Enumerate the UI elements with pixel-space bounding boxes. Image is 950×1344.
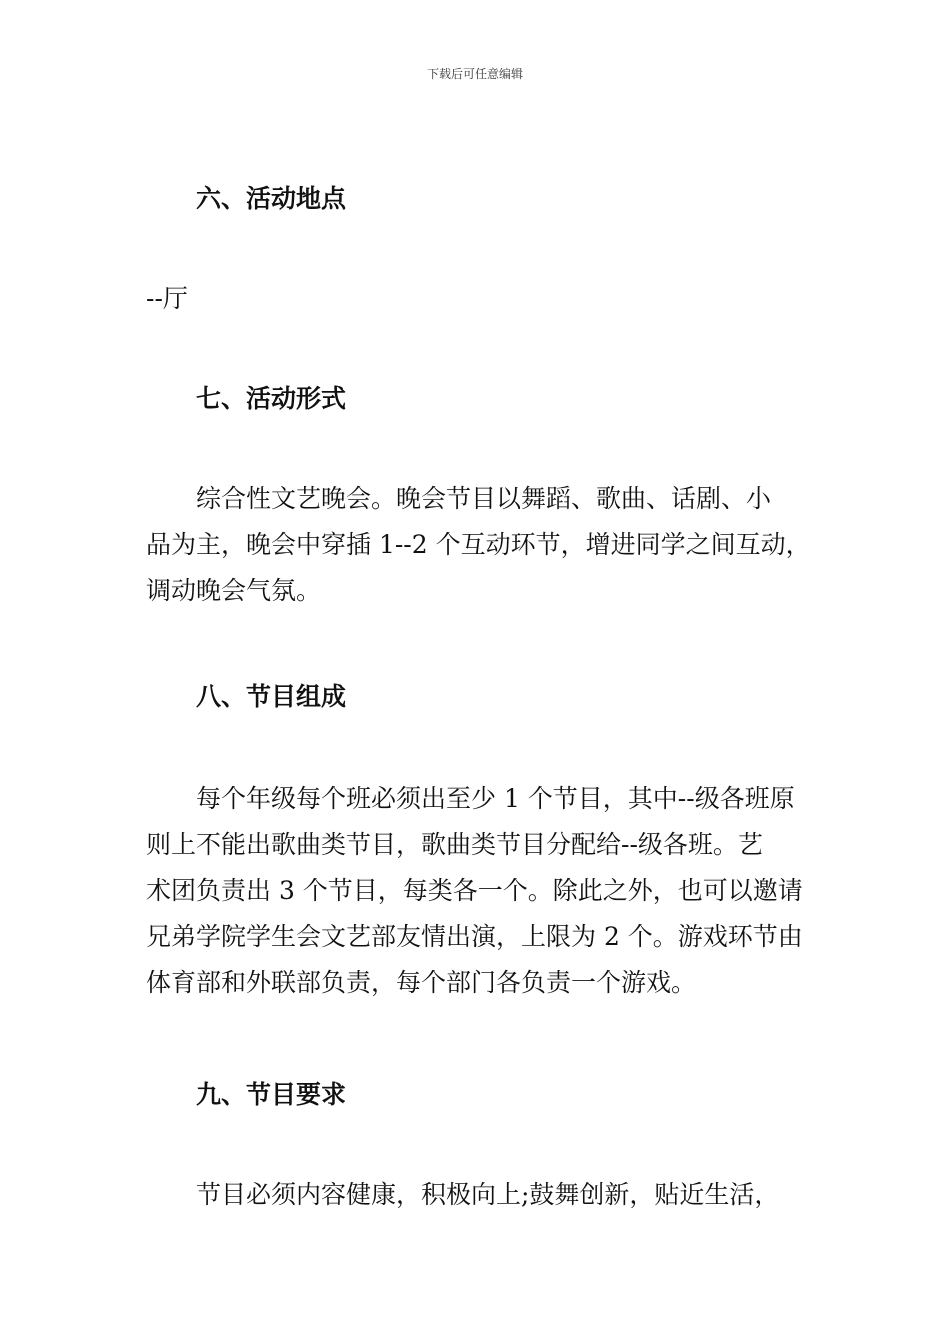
section-heading-format: 七、活动形式 <box>196 384 347 413</box>
text-line: --厅 <box>146 284 188 313</box>
text-line: 兄弟学院学生会文艺部友情出演，上限为 2 个。游戏环节由 <box>146 922 803 951</box>
text-line: 调动晚会气氛。 <box>146 576 322 605</box>
location-paragraph <box>146 276 836 322</box>
text-line: 每个年级每个班必须出至少 1 个节目，其中--级各班原 <box>196 784 795 813</box>
section-heading-program-composition: 八、节目组成 <box>196 682 347 711</box>
text-line: 则上不能出歌曲类节目，歌曲类节目分配给--级各班。艺 <box>146 830 763 859</box>
section-heading-location: 六、活动地点 <box>196 184 347 213</box>
program-composition-paragraph <box>146 776 836 1006</box>
text-line: 综合性文艺晚会。晚会节目以舞蹈、歌曲、话剧、小 <box>196 484 772 513</box>
text-line: 节目必须内容健康，积极向上;鼓舞创新，贴近生活， <box>196 1180 780 1209</box>
format-paragraph <box>146 476 836 614</box>
program-requirements-paragraph <box>146 1172 836 1218</box>
header-note: 下载后可任意编辑 <box>426 67 523 81</box>
text-line: 体育部和外联部负责，每个部门各负责一个游戏。 <box>146 968 697 997</box>
section-heading-program-requirements: 九、节目要求 <box>196 1080 347 1109</box>
text-line: 术团负责出 3 个节目，每类各一个。除此之外，也可以邀请 <box>146 876 803 905</box>
text-line: 品为主，晚会中穿插 1--2 个互动环节，增进同学之间互动， <box>146 530 811 559</box>
